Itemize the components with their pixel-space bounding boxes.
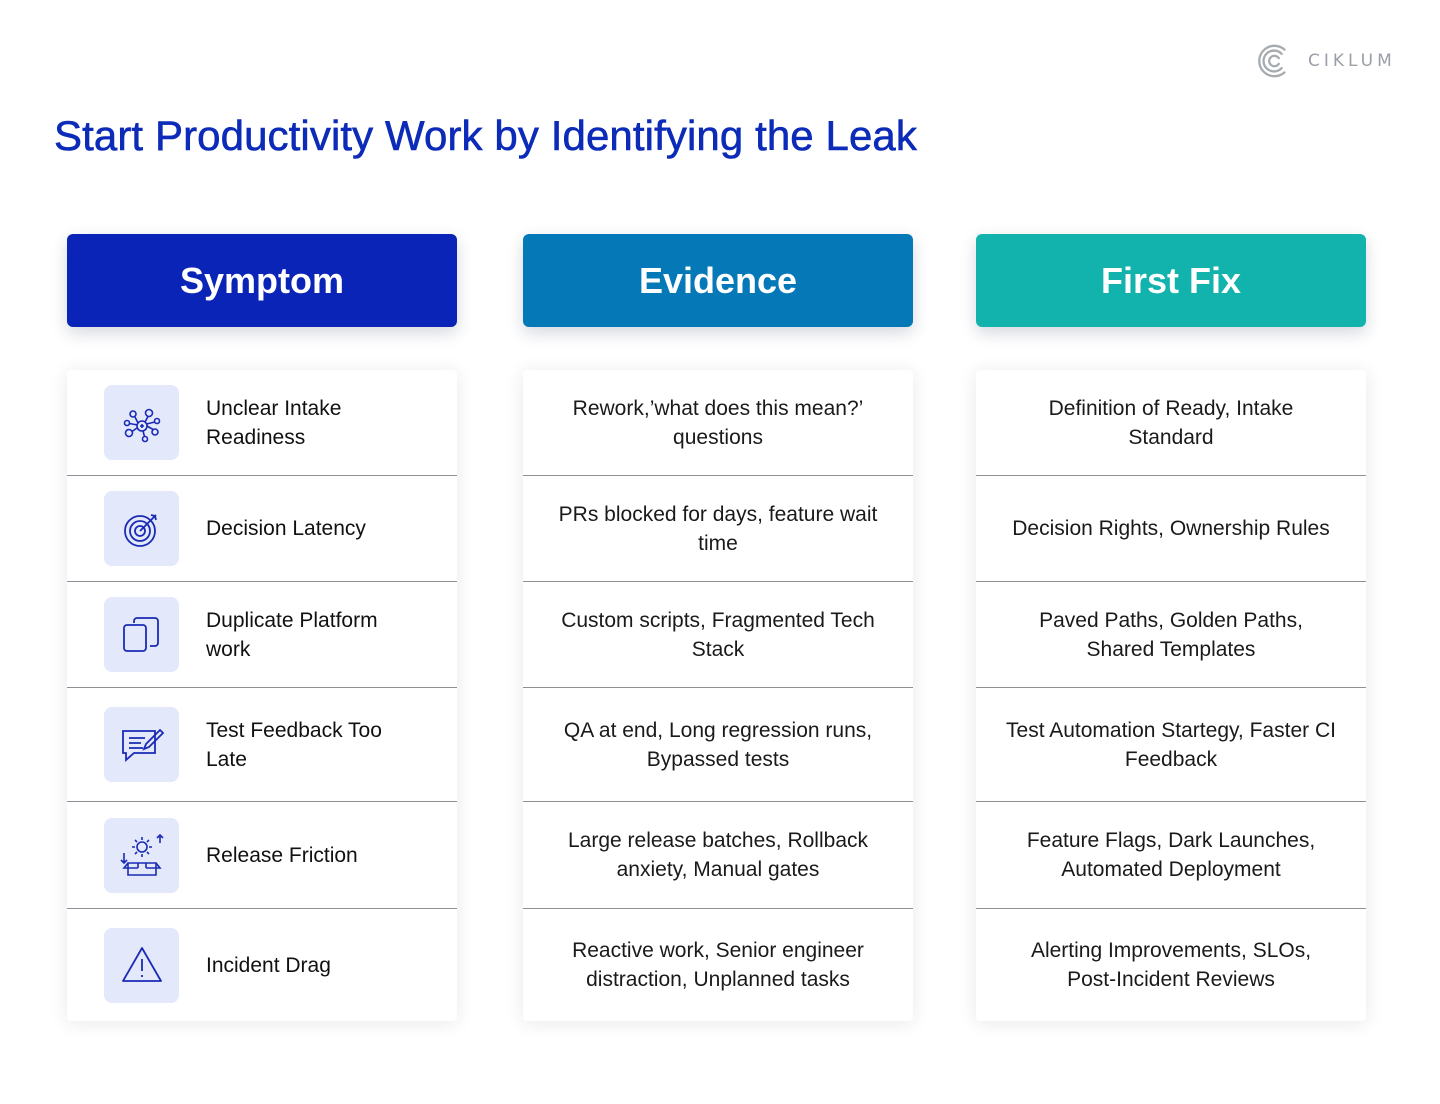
brand-name: CIKLUM [1308,51,1396,71]
evidence-row [523,688,913,802]
evidence-row [523,802,913,909]
symptom-row [67,802,457,909]
first-fix-text: Alerting Improvements, SLOs, Post-Incident Reviews [1030,939,1312,991]
target-icon [118,505,166,553]
first-fix-card [976,370,1366,1021]
evidence-row [523,476,913,582]
symptom-row [67,909,457,1021]
page-title: Start Productivity Work by Identifying the Leak [54,112,917,159]
first-fix-row [976,688,1366,802]
symptom-row [67,476,457,582]
first-fix-row [976,582,1366,688]
brand-logo [1256,42,1396,80]
symptom-label: Decision Latency [206,517,366,540]
first-fix-row [976,370,1366,476]
symptom-label: Duplicate Platform work [206,608,378,661]
symptom-row [67,688,457,802]
first-fix-header: First Fix [976,234,1366,327]
first-fix-text: Paved Paths, Golden Paths, Shared Templates [1039,608,1303,661]
first-fix-text: Decision Rights, Ownership Rules [1012,517,1330,540]
symptom-card [67,370,457,1021]
evidence-text: Rework,’what does this mean?’ questions [572,396,864,449]
duplicate-icon [118,611,166,659]
first-fix-text: Test Automation Startegy, Faster CI Feedback [1006,718,1336,771]
icon-tile [104,818,179,893]
evidence-row [523,370,913,476]
feedback-message-icon [118,721,166,769]
symptom-label: Release Friction [206,843,358,867]
evidence-row [523,909,913,1021]
icon-tile [104,491,179,566]
evidence-row [523,582,913,688]
first-fix-row [976,909,1366,1021]
icon-tile [104,928,179,1003]
symptom-row [67,370,457,476]
evidence-text: Large release batches, Rollback anxiety, Manual gates [567,829,868,881]
first-fix-row [976,476,1366,582]
symptom-row [67,582,457,688]
evidence-card [523,370,913,1021]
symptom-label: Incident Drag [206,953,331,977]
network-nodes-icon [118,399,166,447]
icon-tile [104,707,179,782]
ciklum-logo-icon [1256,42,1294,80]
warning-icon [118,941,166,989]
symptom-header: Symptom [67,234,457,327]
evidence-header: Evidence [523,234,913,327]
evidence-text: Reactive work, Senior engineer distraction, Unplanned tasks [572,939,864,991]
first-fix-row [976,802,1366,909]
evidence-text: QA at end, Long regression runs, Bypassed tests [563,718,873,771]
first-fix-text: Feature Flags, Dark Launches, Automated Deployment [1026,829,1316,881]
icon-tile [104,597,179,672]
symptom-label: Test Feedback Too Late [206,718,382,771]
symptom-label: Unclear Intake Readiness [206,396,342,449]
icon-tile [104,385,179,460]
first-fix-text: Definition of Ready, Intake Standard [1048,396,1294,449]
first-fix-column [976,234,1366,1021]
evidence-text: Custom scripts, Fragmented Tech Stack [561,608,875,661]
release-box-gear-icon [118,831,166,879]
symptom-column [67,234,457,1021]
evidence-column [523,234,913,1021]
evidence-text: PRs blocked for days, feature wait time [558,502,878,555]
